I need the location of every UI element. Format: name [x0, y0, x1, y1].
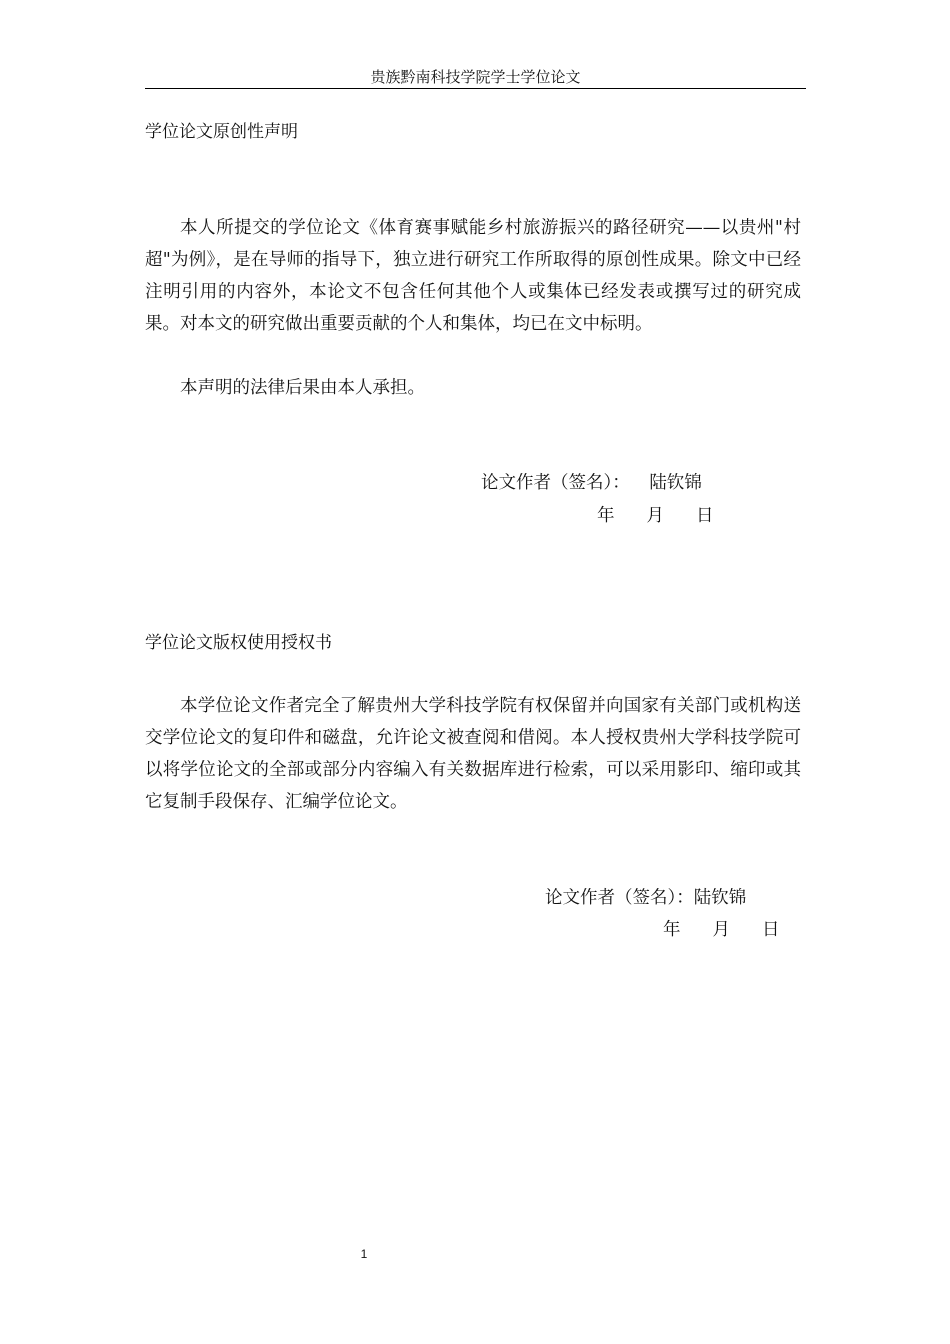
date-month-label: 月 — [646, 506, 664, 526]
page-number: 1 — [360, 1247, 368, 1261]
date-day-label: 日 — [696, 506, 714, 526]
signature-label: 论文作者（签名）： — [481, 473, 630, 493]
date-month-label: 月 — [712, 920, 730, 940]
originality-signature — [481, 471, 702, 495]
copyright-signature — [545, 886, 746, 910]
originality-date — [597, 504, 714, 528]
date-day-label: 日 — [762, 920, 780, 940]
signature-label: 论文作者（签名）： — [545, 888, 694, 908]
page-header — [145, 67, 806, 89]
signature-name: 陆钦锦 — [649, 473, 702, 493]
date-year-label: 年 — [663, 920, 681, 940]
date-year-label: 年 — [597, 506, 615, 526]
originality-paragraph: 本人所提交的学位论文《体育赛事赋能乡村旅游振兴的路径研究——以贵州"村超"为例》，是在导师的指导下，独立进行研究工作所取得的原创性成果。除文中已经注明引用的内容外，本论文不包含任何其他个人或集体已经发表或撰写过的研究成果。对本文的研究做出重要贡献的个人和集体，均已在文中标明。 — [145, 218, 801, 334]
signature-name: 陆钦锦 — [693, 888, 747, 908]
header-title: 贵族黔南科技学院学士学位论文 — [370, 68, 581, 86]
copyright-title: 学位论文版权使用授权书 — [145, 633, 332, 653]
legal-consequence-paragraph: 本声明的法律后果由本人承担。 — [180, 378, 425, 398]
originality-title: 学位论文原创性声明 — [145, 122, 298, 142]
copyright-date — [663, 918, 780, 942]
copyright-paragraph: 本学位论文作者完全了解贵州大学科技学院有权保留并向国家有关部门或机构送交学位论文的复印件和磁盘，允许论文被查阅和借阅。本人授权贵州大学科技学院可以将学位论文的全部或部分内容编入有关数据库进行检索，可以采用影印、缩印或其它复制手段保存、汇编学位论文。 — [145, 696, 801, 812]
